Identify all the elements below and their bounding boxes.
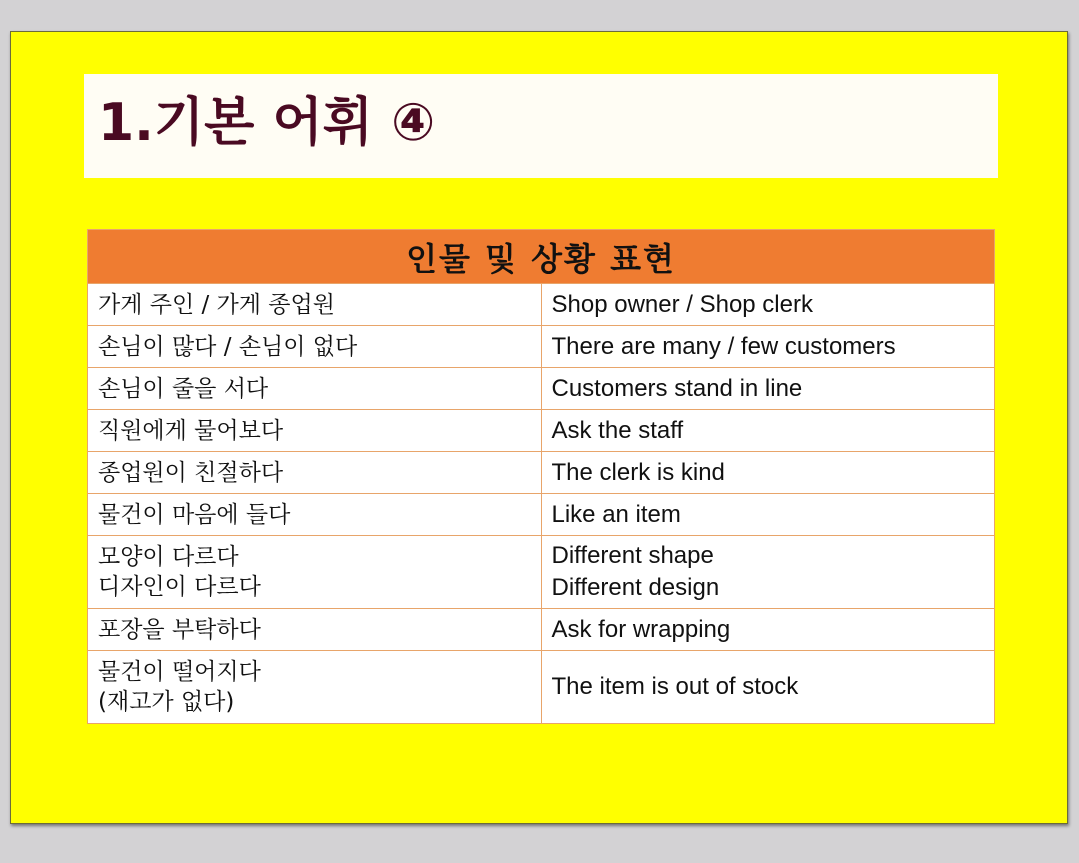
slide-title: 1.기본 어휘 ④ <box>98 93 436 153</box>
korean-term: 물건이 마음에 들다 <box>88 494 542 536</box>
korean-term: 손님이 줄을 서다 <box>88 368 542 410</box>
english-translation: Like an item <box>541 494 995 536</box>
table-header: 인물 및 상황 표현 <box>88 230 995 284</box>
korean-term: 종업원이 친절하다 <box>88 452 542 494</box>
english-translation: Ask for wrapping <box>541 609 995 651</box>
table-row <box>88 536 995 609</box>
korean-term: 직원에게 물어보다 <box>88 410 542 452</box>
table-row <box>88 651 995 724</box>
table-row <box>88 368 995 410</box>
korean-term: 가게 주인 / 가게 종업원 <box>88 284 542 326</box>
korean-term: 물건이 떨어지다 (재고가 없다) <box>88 651 542 724</box>
title-box <box>84 74 998 178</box>
table-row <box>88 326 995 368</box>
korean-term: 모양이 다르다 디자인이 다르다 <box>88 536 542 609</box>
english-translation: Ask the staff <box>541 410 995 452</box>
table-header-row <box>88 230 995 284</box>
english-translation: The clerk is kind <box>541 452 995 494</box>
table-row <box>88 494 995 536</box>
vocabulary-table <box>87 229 995 724</box>
english-translation: Different shape Different design <box>541 536 995 609</box>
table-row <box>88 284 995 326</box>
table-row <box>88 609 995 651</box>
korean-term: 포장을 부탁하다 <box>88 609 542 651</box>
english-translation: Customers stand in line <box>541 368 995 410</box>
english-translation: The item is out of stock <box>541 651 995 724</box>
table-row <box>88 410 995 452</box>
english-translation: There are many / few customers <box>541 326 995 368</box>
table-row <box>88 452 995 494</box>
slide <box>10 31 1068 824</box>
korean-term: 손님이 많다 / 손님이 없다 <box>88 326 542 368</box>
english-translation: Shop owner / Shop clerk <box>541 284 995 326</box>
